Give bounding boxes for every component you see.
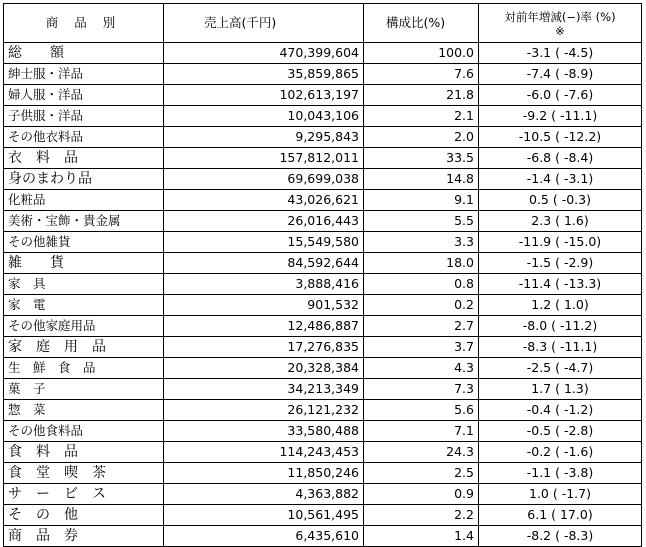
category-cell: 総 額 [4, 43, 164, 64]
change-cell: 1.7 ( 1.3) [479, 379, 642, 400]
header-sales: 売上高(千円) [164, 4, 364, 43]
change-cell: -11.9 ( -15.0) [479, 232, 642, 253]
sales-cell: 157,812,011 [164, 148, 364, 169]
change-cell: 1.0 ( -1.7) [479, 484, 642, 505]
change-cell: -1.4 ( -3.1) [479, 169, 642, 190]
share-cell: 0.2 [364, 295, 479, 316]
share-cell: 100.0 [364, 43, 479, 64]
table-row [4, 442, 642, 463]
sales-cell: 12,486,887 [164, 316, 364, 337]
share-cell: 3.7 [364, 337, 479, 358]
category-cell: 菓 子 [4, 379, 164, 400]
sales-cell: 69,699,038 [164, 169, 364, 190]
sales-cell: 33,580,488 [164, 421, 364, 442]
share-cell: 18.0 [364, 253, 479, 274]
change-cell: -11.4 ( -13.3) [479, 274, 642, 295]
sales-cell: 3,888,416 [164, 274, 364, 295]
sales-cell: 17,276,835 [164, 337, 364, 358]
table-row [4, 316, 642, 337]
change-cell: -0.2 ( -1.6) [479, 442, 642, 463]
table-row [4, 358, 642, 379]
sales-cell: 26,121,232 [164, 400, 364, 421]
change-cell: 1.2 ( 1.0) [479, 295, 642, 316]
share-cell: 5.5 [364, 211, 479, 232]
sales-cell: 11,850,246 [164, 463, 364, 484]
share-cell: 5.6 [364, 400, 479, 421]
table-row [4, 379, 642, 400]
sales-cell: 43,026,621 [164, 190, 364, 211]
sales-cell: 6,435,610 [164, 526, 364, 547]
table-row [4, 64, 642, 85]
change-cell: -1.1 ( -3.8) [479, 463, 642, 484]
header-change [479, 4, 642, 43]
table-row [4, 505, 642, 526]
table-row [4, 274, 642, 295]
table-row [4, 43, 642, 64]
category-cell: その他雑貨 [4, 232, 164, 253]
category-cell: サ ー ビ ス [4, 484, 164, 505]
table-row [4, 190, 642, 211]
sales-cell: 20,328,384 [164, 358, 364, 379]
category-cell: 子供服・洋品 [4, 106, 164, 127]
category-cell: その他家庭用品 [4, 316, 164, 337]
change-cell: -8.3 ( -11.1) [479, 337, 642, 358]
category-cell: 食 料 品 [4, 442, 164, 463]
share-cell: 24.3 [364, 442, 479, 463]
sales-cell: 901,532 [164, 295, 364, 316]
category-cell: 惣 菜 [4, 400, 164, 421]
sales-cell: 114,243,453 [164, 442, 364, 463]
change-cell: -8.2 ( -8.3) [479, 526, 642, 547]
table-row [4, 127, 642, 148]
change-cell: -6.8 ( -8.4) [479, 148, 642, 169]
share-cell: 4.3 [364, 358, 479, 379]
category-cell: 食 堂 喫 茶 [4, 463, 164, 484]
sales-by-category-table [3, 3, 642, 547]
share-cell: 0.8 [364, 274, 479, 295]
sales-cell: 34,213,349 [164, 379, 364, 400]
category-cell: 家 具 [4, 274, 164, 295]
share-cell: 21.8 [364, 85, 479, 106]
sales-cell: 4,363,882 [164, 484, 364, 505]
sales-cell: 10,561,495 [164, 505, 364, 526]
share-cell: 1.4 [364, 526, 479, 547]
category-cell: 商 品 券 [4, 526, 164, 547]
change-cell: -3.1 ( -4.5) [479, 43, 642, 64]
change-cell: 2.3 ( 1.6) [479, 211, 642, 232]
category-cell: 身のまわり品 [4, 169, 164, 190]
header-change-label: 対前年増減(−)率 (%) [504, 10, 616, 24]
share-cell: 14.8 [364, 169, 479, 190]
change-cell: -6.0 ( -7.6) [479, 85, 642, 106]
share-cell: 0.9 [364, 484, 479, 505]
table-row [4, 253, 642, 274]
category-cell: そ の 他 [4, 505, 164, 526]
table-row [4, 463, 642, 484]
category-cell: 雑 貨 [4, 253, 164, 274]
change-cell: -7.4 ( -8.9) [479, 64, 642, 85]
sales-cell: 10,043,106 [164, 106, 364, 127]
change-cell: -10.5 ( -12.2) [479, 127, 642, 148]
share-cell: 33.5 [364, 148, 479, 169]
table-row [4, 85, 642, 106]
header-change-mark: ※ [555, 24, 565, 38]
table-row [4, 106, 642, 127]
category-cell: 婦人服・洋品 [4, 85, 164, 106]
table-row [4, 169, 642, 190]
table-body [4, 43, 642, 547]
sales-cell: 15,549,580 [164, 232, 364, 253]
sales-cell: 102,613,197 [164, 85, 364, 106]
sales-cell: 26,016,443 [164, 211, 364, 232]
change-cell: -0.4 ( -1.2) [479, 400, 642, 421]
table-row [4, 400, 642, 421]
header-category: 商 品 別 [4, 4, 164, 43]
sales-cell: 35,859,865 [164, 64, 364, 85]
category-cell: 衣 料 品 [4, 148, 164, 169]
change-cell: -0.5 ( -2.8) [479, 421, 642, 442]
header-row [4, 4, 642, 43]
change-cell: -8.0 ( -11.2) [479, 316, 642, 337]
sales-cell: 470,399,604 [164, 43, 364, 64]
change-cell: -9.2 ( -11.1) [479, 106, 642, 127]
table-row [4, 232, 642, 253]
sales-cell: 9,295,843 [164, 127, 364, 148]
category-cell: その他衣料品 [4, 127, 164, 148]
table-row [4, 211, 642, 232]
category-cell: 美術・宝飾・貴金属 [4, 211, 164, 232]
table-row [4, 295, 642, 316]
sales-cell: 84,592,644 [164, 253, 364, 274]
share-cell: 7.6 [364, 64, 479, 85]
share-cell: 2.5 [364, 463, 479, 484]
change-cell: 6.1 ( 17.0) [479, 505, 642, 526]
table-row [4, 421, 642, 442]
category-cell: 化粧品 [4, 190, 164, 211]
share-cell: 2.1 [364, 106, 479, 127]
table-row [4, 148, 642, 169]
category-cell: その他食料品 [4, 421, 164, 442]
table-row [4, 484, 642, 505]
table-row [4, 337, 642, 358]
share-cell: 2.7 [364, 316, 479, 337]
table-row [4, 526, 642, 547]
share-cell: 2.0 [364, 127, 479, 148]
category-cell: 紳士服・洋品 [4, 64, 164, 85]
share-cell: 3.3 [364, 232, 479, 253]
share-cell: 9.1 [364, 190, 479, 211]
header-share: 構成比(%) [364, 4, 479, 43]
category-cell: 家 電 [4, 295, 164, 316]
share-cell: 7.1 [364, 421, 479, 442]
share-cell: 7.3 [364, 379, 479, 400]
change-cell: -2.5 ( -4.7) [479, 358, 642, 379]
category-cell: 生 鮮 食 品 [4, 358, 164, 379]
category-cell: 家 庭 用 品 [4, 337, 164, 358]
change-cell: 0.5 ( -0.3) [479, 190, 642, 211]
share-cell: 2.2 [364, 505, 479, 526]
change-cell: -1.5 ( -2.9) [479, 253, 642, 274]
